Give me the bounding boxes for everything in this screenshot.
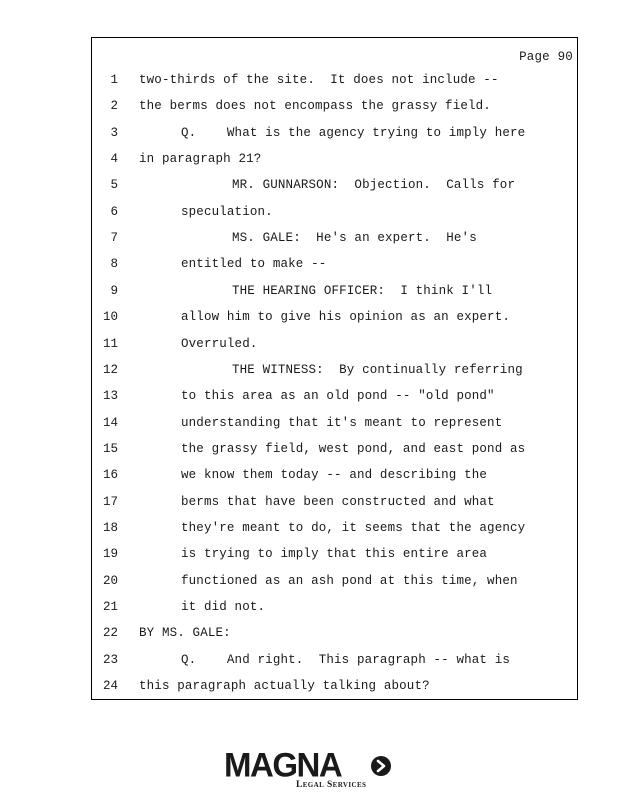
transcript-line: [0, 414, 618, 432]
arrow-circle-icon: [370, 755, 392, 777]
logo-brand: MAGNA: [224, 745, 342, 784]
line-text: speculation.: [181, 204, 273, 219]
transcript-line: [0, 545, 618, 563]
line-number: 2: [110, 99, 118, 114]
line-number: 7: [110, 231, 118, 246]
line-text: Q. And right. This paragraph -- what is: [181, 652, 511, 667]
transcript-line: [0, 150, 618, 168]
line-number: 4: [110, 152, 118, 167]
line-text: MR. GUNNARSON: Objection. Calls for: [232, 178, 516, 193]
line-number: 9: [110, 283, 118, 298]
line-text: we know them today -- and describing the: [181, 468, 488, 483]
logo-tagline: Legal Services: [296, 780, 367, 790]
line-text: entitled to make --: [181, 257, 327, 272]
transcript-line: [0, 624, 618, 642]
line-number: 21: [102, 600, 118, 614]
transcript-line: [0, 493, 618, 511]
line-text: allow him to give his opinion as an expert.: [181, 310, 511, 325]
line-text: functioned as an ash pond at this time, when: [181, 573, 518, 588]
line-number: 14: [102, 415, 118, 430]
line-number: 13: [102, 389, 118, 404]
transcript-line: [0, 387, 618, 405]
transcript-line: [0, 308, 618, 326]
transcript-line: [0, 361, 618, 379]
line-number: 24: [102, 679, 118, 694]
transcript-line: [0, 229, 618, 247]
transcript-line: [0, 572, 618, 590]
transcript-line: [0, 255, 618, 273]
line-text: this paragraph actually talking about?: [139, 679, 430, 694]
transcript-line: [0, 440, 618, 458]
line-text: the grassy field, west pond, and east pond as: [181, 441, 526, 456]
line-number: 8: [110, 257, 118, 272]
line-text: BY MS. GALE:: [139, 626, 231, 641]
line-text: they're meant to do, it seems that the agency: [181, 520, 526, 535]
line-number: 11: [102, 336, 118, 351]
magna-logo: [224, 745, 394, 796]
transcript-line: [0, 97, 618, 115]
transcript-line: [0, 466, 618, 484]
line-number: 3: [110, 125, 118, 140]
transcript-line: [0, 282, 618, 300]
line-text: is trying to imply that this entire area: [181, 547, 488, 562]
transcript-line: [0, 651, 618, 669]
line-text: MS. GALE: He's an expert. He's: [232, 231, 477, 246]
transcript-line: [0, 176, 618, 194]
line-number: 22: [102, 626, 118, 641]
line-number: 12: [102, 362, 118, 377]
transcript-line: [0, 598, 618, 616]
transcript-line: [0, 335, 618, 353]
line-text: to this area as an old pond -- "old pond": [181, 389, 495, 404]
page-number: Page 90: [519, 50, 573, 64]
line-number: 15: [102, 441, 118, 456]
transcript-line: [0, 203, 618, 221]
line-text: Q. What is the agency trying to imply here: [181, 125, 526, 140]
line-number: 16: [102, 468, 118, 483]
line-number: 6: [110, 204, 118, 219]
line-text: Overruled.: [181, 336, 258, 351]
line-text: two-thirds of the site. It does not include --: [139, 73, 499, 87]
line-number: 19: [102, 547, 118, 562]
line-number: 10: [102, 310, 118, 325]
line-number: 23: [102, 652, 118, 667]
line-number: 18: [102, 520, 118, 535]
transcript-line: [0, 677, 618, 695]
transcript-line: [0, 71, 618, 89]
line-text: berms that have been constructed and what: [181, 494, 495, 509]
line-text: in paragraph 21?: [139, 152, 262, 167]
line-text: it did not.: [181, 600, 266, 614]
line-number: 5: [110, 178, 118, 193]
line-number: 1: [110, 73, 118, 87]
line-text: THE WITNESS: By continually referring: [232, 362, 523, 377]
line-text: the berms does not encompass the grassy field.: [139, 99, 491, 114]
line-text: THE HEARING OFFICER: I think I'll: [232, 283, 493, 298]
line-number: 17: [102, 494, 118, 509]
transcript-line: [0, 124, 618, 142]
line-text: understanding that it's meant to represent: [181, 415, 503, 430]
line-number: 20: [102, 573, 118, 588]
transcript-line: [0, 519, 618, 537]
